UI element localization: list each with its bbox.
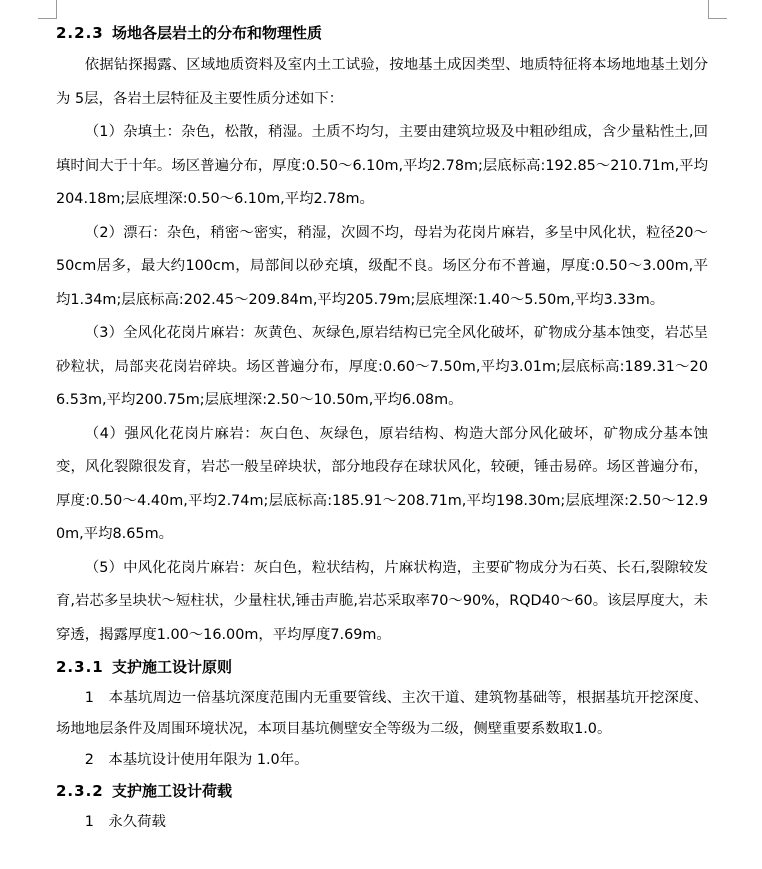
section-number: 2.3.1 (56, 658, 104, 676)
principle-item-2: 2 本基坑设计使用年限为 1.0年。 (84, 752, 309, 768)
section-number: 2.2.3 (56, 24, 104, 42)
layer-paragraph-5: （5）中风化花岗片麻岩：灰白色，粒状结构，片麻状构造，主要矿物成分为石英、长石,裂隙较发育,岩芯多呈块状～短柱状，少量柱状,锤击声脆,岩芯采取率70～90%，RQD40～60。该层厚度大，未穿透，揭露厚度1.00～16.00m，平均厚度7.69m。 (56, 559, 708, 643)
document-body (56, 18, 708, 838)
layer-paragraph-2: （2）漂石：杂色，稍密～密实，稍湿，次圆不均，母岩为花岗片麻岩，多呈中风化状，粒径20～50cm居多，最大约100cm，局部间以砂充填，级配不良。场区分布不普遍，厚度:0.50～3.00m,平均1.34m;层底标高:202.45～209.84m,平均205.79m;层底埋深:1.40～5.50m,平均3.33m。 (56, 224, 708, 308)
margin-corner-mark-top-left (38, 0, 57, 19)
margin-corner-mark-top-right (708, 0, 727, 19)
layer-paragraph-3: （3）全风化花岗片麻岩：灰黄色、灰绿色,原岩结构已完全风化破坏，矿物成分基本蚀变，岩芯呈砂粒状，局部夹花岗岩碎块。场区普遍分布，厚度:0.60～7.50m,平均3.01m;层底标高:189.31～206.53m,平均200.75m;层底埋深:2.50～10.50m,平均6.08m。 (56, 325, 708, 408)
section-number: 2.3.2 (56, 782, 104, 800)
section-title: 支护施工设计原则 (112, 658, 233, 676)
load-item-1: 1 永久荷载 (84, 814, 166, 830)
section-title: 场地各层岩土的分布和物理性质 (112, 24, 323, 42)
layer-paragraph-4: （4）强风化花岗片麻岩：灰白色、灰绿色，原岩结构、构造大部分风化破坏，矿物成分基本蚀变，风化裂隙很发育，岩芯一般呈碎块状，部分地段存在球状风化，较硬，锤击易碎。场区普遍分布，厚度:0.50～4.40m,平均2.74m;层底标高:185.91～208.71m,平均198.30m;层底埋深:2.50～12.90m,平均8.65m。 (56, 425, 708, 542)
layer-paragraph-1: （1）杂填土：杂色，松散，稍湿。土质不均匀，主要由建筑垃圾及中粗砂组成，含少量粘性土,回填时间大于十年。场区普遍分布，厚度:0.50～6.10m,平均2.78m;层底标高:192.85～210.71m,平均204.18m;层底埋深:0.50～6.10m,平均2.78m。 (56, 124, 708, 207)
section-heading-2-2-3 (56, 18, 708, 49)
principle-item-1: 1 本基坑周边一倍基坑深度范围内无重要管线、主次干道、建筑物基础等，根据基坑开挖深度、场地地层条件及周围环境状况，本项目基坑侧壁安全等级为二级，侧壁重要系数取1.0。 (56, 690, 708, 737)
section-title: 支护施工设计荷载 (112, 782, 233, 800)
section-heading-2-3-1 (56, 652, 708, 683)
section-heading-2-3-2 (56, 776, 708, 807)
intro-paragraph: 依据钻探揭露、区域地质资料及室内土工试验，按地基土成因类型、地质特征将本场地地基土划分为 5层，各岩土层特征及主要性质分述如下： (56, 57, 708, 107)
